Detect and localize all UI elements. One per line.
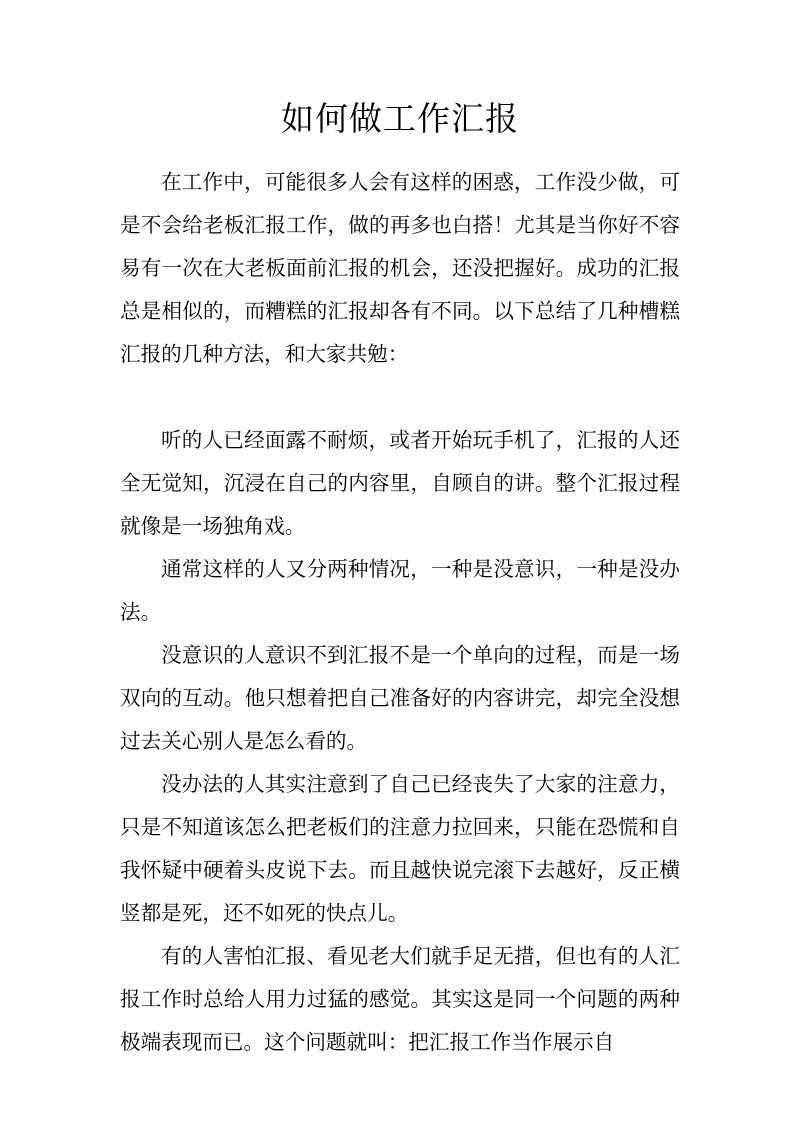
document-title: 如何做工作汇报 — [281, 99, 519, 138]
paragraph-body: 没意识的人意识不到汇报不是一个单向的过程，而是一场双向的互动。他只想着把自己准备好的内容讲完，却完全没想过去关心别人是怎么看的。 — [120, 643, 680, 753]
paragraph-body: 没办法的人其实注意到了自己已经丧失了大家的注意力，只是不知道该怎么把老板们的注意力拉回来，只能在恐慌和自我怀疑中硬着头皮说下去。而且越快说完滚下去越好，反正横竖都是死，还不如死的快点儿。 — [120, 772, 680, 925]
paragraph-body: 有的人害怕汇报、看见老大们就手足无措，但也有的人汇报工作时总给人用力过猛的感觉。其实这是同一个问题的两种极端表现而已。这个问题就叫：把汇报工作当作展示自 — [120, 944, 680, 1054]
paragraph-body: 听的人已经面露不耐烦，或者开始玩手机了，汇报的人还全无觉知，沉浸在自己的内容里，自顾自的讲。整个汇报过程就像是一场独角戏。 — [120, 428, 680, 538]
document-page — [120, 95, 680, 1064]
paragraph-intro: 在工作中，可能很多人会有这样的困惑，工作没少做，可是不会给老板汇报工作，做的再多也白搭！尤其是当你好不容易有一次在大老板面前汇报的机会，还没把握好。成功的汇报总是相似的，而糟糕的汇报却各有不同。以下总结了几种槽糕汇报的几种方法，和大家共勉： — [120, 170, 680, 366]
paragraph-gap — [120, 376, 680, 419]
paragraph-body: 通常这样的人又分两种情况，一种是没意识，一种是没办法。 — [120, 557, 680, 624]
